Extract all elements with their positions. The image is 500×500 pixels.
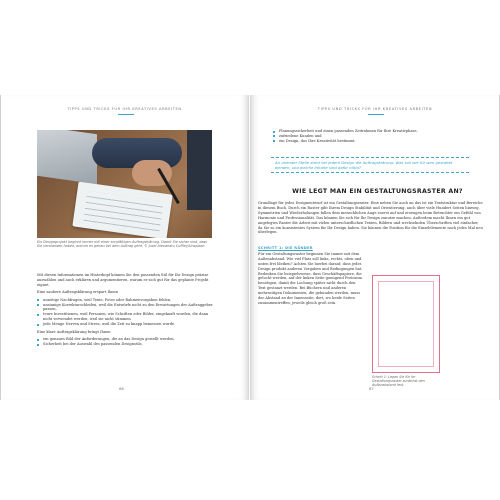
page-number-left: 66 <box>119 386 124 391</box>
photo-caption: Ein Designprojekt beginnt immer mit einer sorgfältigen Auftragsklärung. Damit Sie sicher sind, dass Sie verstanden haben, worum es genau bei dem Auftrag geht. © Josel Alexandru Cuffley/Unsplash <box>37 240 208 249</box>
list-item: jede Menge Nerven und Stress, weil die Zeit zu knapp bemessen wurde. <box>37 322 217 327</box>
intro-paragraph: Mit diesen Informationen im Hinterkopf können Sie den passenden Stil für Ihr Design präzise auswählen und auch erklären und argumentieren, warum er sich gut für das geplante Projekt eignet. <box>37 273 209 287</box>
list-item: teure Investitionen, weil Personen, wie Schriften oder Bilder, eingekauft wurden, die dann nicht verwendet werden, weil sie nicht stimmen <box>37 312 217 322</box>
grid-inner-margin <box>378 281 434 367</box>
bullet-list-3 <box>273 129 473 144</box>
photo-writing-notebook <box>37 130 212 238</box>
step-heading: SCHRITT 1: DIE RÄNDER <box>258 246 313 250</box>
figure-caption: Schritt 1: Legen Sie für Ihr Gestaltungsraster zunächst den Außenabstand fest. <box>372 375 425 388</box>
step-section <box>258 245 363 308</box>
running-head-rule-left <box>118 114 134 115</box>
page-number-right: 67 <box>369 386 374 391</box>
list-item: Sicherheit bei der Auswahl des passenden Designstils, <box>37 342 217 347</box>
right-top-list <box>273 129 473 144</box>
lead-in-2: Eine klare Auftragsklärung bringt Ihnen <box>37 330 111 335</box>
right-body <box>258 201 483 238</box>
body-paragraph: Grundlage für jedes Designentwurf ist ein Gestaltungsraster. Eine neben Sie auch an das ist ein Textstruktur und Bereiche in diesem Buch. Durch ein Raster gibt Ihrem Design Stabilität und Orientierung, auch über viele Hundert Seiten hinweg. Symmetrien und Wiederholungen fallen dem menschlichen Auge zuerst auf und erzeugen beim Betrachter ein Gefühl von Harmonie und Professionalität. Das können Sie sich für Ihr Design zunutze machen. Außerdem macht Ihnen ein gut angelegtes Raster die Arbeit mit vielen unterschiedlichen Texten, Bildern und wechselnden Überschriften viel einfacher, da Sie so ein konsistentes System für Ihr Design haben. Sie können die Position für die Einzelelemente nach jedes Mal neu überlegen. <box>258 201 483 235</box>
left-page <box>0 95 249 400</box>
lead-in: Eine saubere Auftragsklärung erspart Ihnen <box>37 290 118 295</box>
grid-margin-figure <box>372 275 440 373</box>
running-head-rule-right <box>368 114 384 115</box>
list-item: unsinnige Korrekturschleifen, weil die Entwürfe nicht zu den Erwartungen der Auftraggeber passen, <box>37 303 217 313</box>
bullet-list-2 <box>37 337 217 347</box>
list-item: zufriedene Kunden und <box>273 134 473 139</box>
running-head-right: TIPPS UND TRICKS FÜR IHR KREATIVES ARBEITEN <box>317 107 433 111</box>
list-item: ein genaues Bild der Anforderungen, die an das Design gestellt werden, <box>37 337 217 342</box>
running-head-left: TIPPS UND TRICKS FÜR IHR KREATIVES ARBEITEN <box>67 107 182 111</box>
list-item: unnötige Nachfragen, weil Texte, Fotos oder Rahmenvorgaben fehlen, <box>37 298 217 303</box>
left-body <box>37 273 217 347</box>
bullet-list-1 <box>37 298 217 327</box>
step-paragraph: Für ein Gestaltungsraster beginnen Sie immer mit dem Außenabstand. Wie viel Platz soll links, rechts, oben und unten frei bleiben? Achten Sie hierbei darauf, dass jedes Design produkt anderen Vorgaben und Bedingungen hat. Bedenken Sie beispielsweise, dass Geschäftspapiere, die gelocht werden, auf der linken Seite genügend Freiraum benötigen, damit die Lochung später nicht durch den Text gestanzt werden. Bei Büchern und anderen mehrseitigen Dokumenten, die gebunden werden, muss der Abstand an der Innenseite, dort, wo beide Seiten zusammentreffen, jeweils gleich groß sein. <box>258 251 363 305</box>
section-heading: WIE LEGT MAN EIN GESTALTUNGSRASTER AN? <box>292 188 463 195</box>
list-item: Planungssicherheit und einen passenden Zeitrahmen für Ihre Kreativphase, <box>273 129 473 134</box>
pull-quote: An oberster Stelle steht bei jedem Design die Auftragsklärung: Was soll wie für wen gestaltet werden, und welche Inhalte sind dafür nötig? <box>271 157 469 173</box>
list-item: ein Design, das Ihre Kreativität bestimmt. <box>273 139 473 144</box>
